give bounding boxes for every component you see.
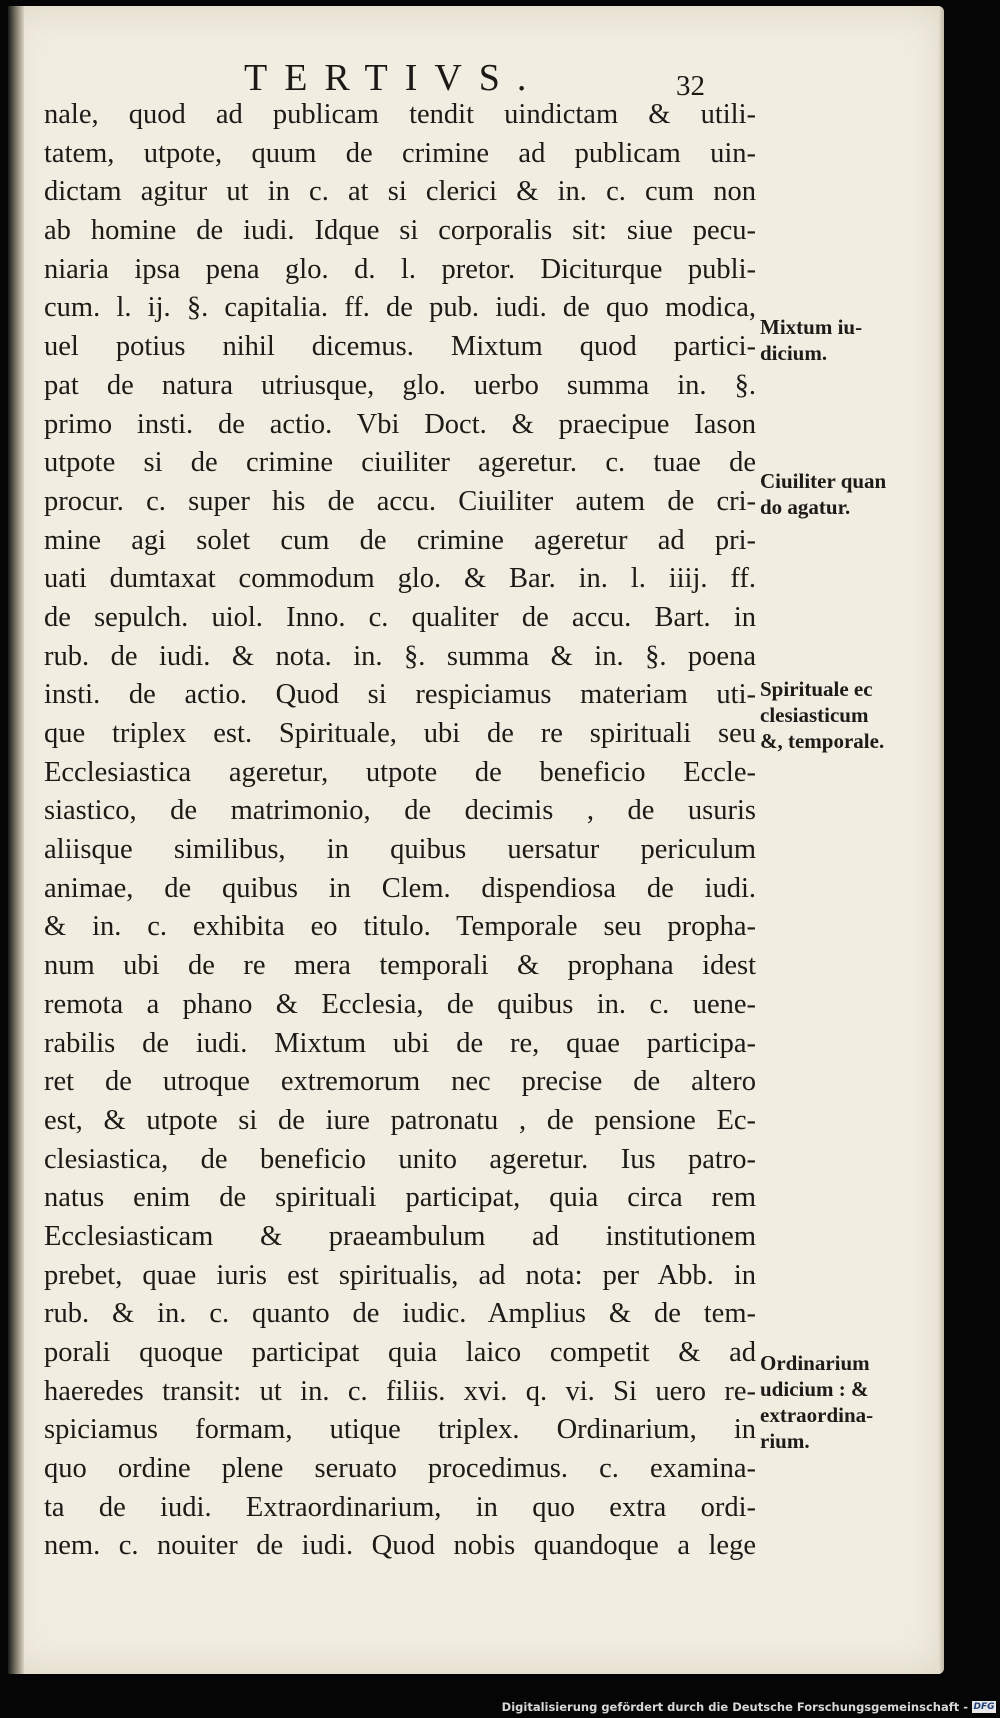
main-text-block <box>44 96 756 1566</box>
text-line: remota a phano & Ecclesia, de quibus in. c. uene- <box>44 988 756 1020</box>
marginal-note-line: Ciuiliter quan <box>760 469 887 493</box>
text-line: nem. c. nouiter de iudi. Quod nobis quandoque a lege <box>44 1530 756 1562</box>
text-line: pat de natura utriusque, glo. uerbo summa in. §. <box>44 369 756 401</box>
text-line: dictam agitur ut in c. at si clerici & in. c. cum non <box>44 176 756 208</box>
text-line: primo insti. de actio. Vbi Doct. & praecipue Iason <box>44 408 756 440</box>
text-line: uati dumtaxat commodum glo. & Bar. in. l. iiij. ff. <box>44 563 756 595</box>
marginal-note-mixtum <box>760 314 910 366</box>
text-line: quo ordine plene seruato procedimus. c. examina- <box>44 1453 756 1485</box>
marginal-note-line: Mixtum iu- <box>760 315 863 339</box>
text-line: ta de iudi. Extraordinarium, in quo extra ordi- <box>44 1491 756 1523</box>
dfg-logo: DFG <box>973 1702 995 1712</box>
marginal-note-line: extraordina- <box>760 1403 874 1427</box>
text-line: num ubi de re mera temporali & prophana idest <box>44 950 756 982</box>
text-line: que triplex est. Spirituale, ubi de re spirituali seu <box>44 718 756 749</box>
folio-number: 32 <box>676 70 705 102</box>
text-line: spiciamus formam, utique triplex. Ordinarium, in <box>44 1414 756 1446</box>
marginal-note-line: Spirituale ec <box>760 677 873 701</box>
text-line: porali quoque participat quia laico competit & ad <box>44 1337 756 1368</box>
marginal-note-line: &, temporale. <box>760 729 885 753</box>
marginal-note-line: dicium. <box>760 341 828 365</box>
text-line: siastico, de matrimonio, de decimis , de usuris <box>44 795 756 827</box>
text-line: rabilis de iudi. Mixtum ubi de re, quae participa- <box>44 1027 756 1059</box>
text-line: ab homine de iudi. Idque si corporalis sit: siue pecu- <box>44 215 756 247</box>
marginal-note-line: clesiasticum <box>760 703 869 727</box>
page-right-edge <box>938 6 944 1674</box>
marginal-note-line: Ordinarium <box>760 1351 870 1375</box>
text-line: niaria ipsa pena glo. d. l. pretor. Diciturque publi- <box>44 253 756 285</box>
text-line: animae, de quibus in Clem. dispendiosa de iudi. <box>44 872 756 904</box>
marginal-note-line: udicium : & <box>760 1377 869 1401</box>
text-line: utpote si de crimine ciuiliter ageretur. c. tuae de <box>44 447 756 479</box>
text-line: nale, quod ad publicam tendit uindictam & utili- <box>44 99 756 130</box>
text-line: Ecclesiasticam & praeambulum ad institutionem <box>44 1220 756 1252</box>
text-line: insti. de actio. Quod si respiciamus materiam uti- <box>44 679 756 711</box>
text-line: prebet, quae iuris est spiritualis, ad nota: per Abb. in <box>44 1259 756 1291</box>
marginal-note-line: do agatur. <box>760 495 851 519</box>
text-line: cum. l. ij. §. capitalia. ff. de pub. iudi. de quo modica, <box>44 292 756 324</box>
text-line: rub. de iudi. & nota. in. §. summa & in. §. poena <box>44 640 756 672</box>
text-line: de sepulch. uiol. Inno. c. qualiter de accu. Bart. in <box>44 601 756 633</box>
text-line: tatem, utpote, quum de crimine ad publicam uin- <box>44 137 756 169</box>
digitization-footer <box>0 1698 1000 1718</box>
text-line: Ecclesiastica ageretur, utpote de beneficio Eccle- <box>44 756 756 788</box>
text-line: clesiastica, de beneficio unito ageretur. Ius patro- <box>44 1143 756 1175</box>
text-line: est, & utpote si de iure patronatu , de pensione Ec- <box>44 1104 756 1136</box>
marginal-note-line: rium. <box>760 1429 810 1453</box>
text-line: uel potius nihil dicemus. Mixtum quod partici- <box>44 331 756 363</box>
running-head: TERTIVS. <box>244 57 544 99</box>
text-line: natus enim de spirituali participat, quia circa rem <box>44 1182 756 1214</box>
text-line: ret de utroque extremorum nec precise de altero <box>44 1066 756 1098</box>
text-line: mine agi solet cum de crimine ageretur ad pri- <box>44 524 756 556</box>
funding-note: Digitalisierung gefördert durch die Deutsche Forschungsgemeinschaft - <box>501 1700 968 1714</box>
text-line: aliisque similibus, in quibus uersatur periculum <box>44 834 756 866</box>
text-line: rub. & in. c. quanto de iudic. Amplius & de tem- <box>44 1298 756 1330</box>
book-page <box>8 6 944 1674</box>
marginal-note-ordinarium <box>760 1350 910 1454</box>
marginal-note-spirituale <box>760 676 910 754</box>
text-line: haeredes transit: ut in. c. filiis. xvi. q. vi. Si uero re- <box>44 1375 756 1407</box>
text-line: procur. c. super his de accu. Ciuiliter autem de cri- <box>44 485 756 517</box>
page-gutter-shadow <box>8 6 24 1674</box>
marginal-note-ciuiliter <box>760 468 910 520</box>
text-line: & in. c. exhibita eo titulo. Temporale seu propha- <box>44 911 756 943</box>
